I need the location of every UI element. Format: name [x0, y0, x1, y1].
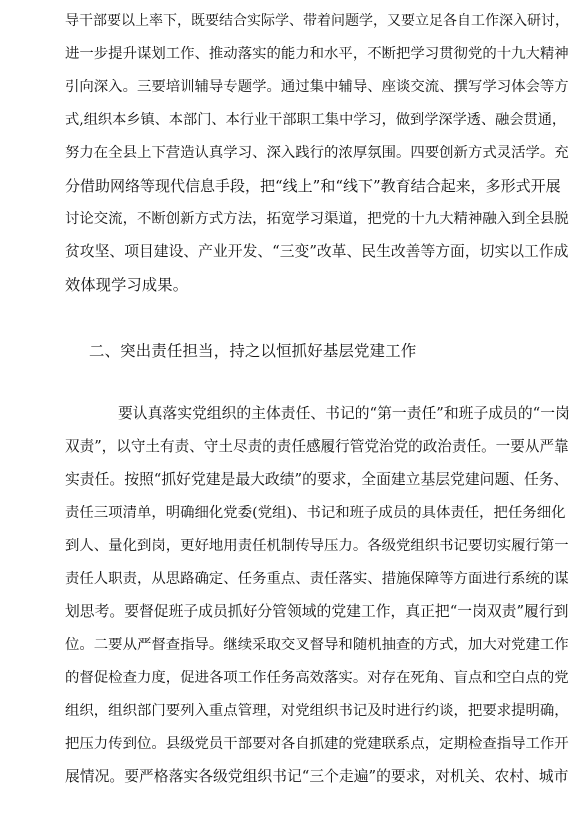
paragraph-line: 导干部要以上率下，既要结合实际学、带着问题学，又要立足各自工作深入研讨，	[65, 13, 569, 29]
paragraph-line: 到人、量化到岗，更好地用责任机制传导压力。各级党组织书记要切实履行第一	[65, 538, 569, 554]
paragraph-line: 效体现学习成果。	[65, 276, 189, 294]
paragraph-line: 式,组织本乡镇、本部门、本行业干部职工集中学习，做到学深学透、融会贯通，	[65, 112, 567, 128]
paragraph-line: 划思考。要督促班子成员抓好分管领域的党建工作，真正把“一岗双责”履行到	[65, 603, 569, 620]
paragraph-line: 责任人职责，从思路确定、任务重点、责任落实、措施保障等方面进行系统的谋	[65, 571, 569, 587]
paragraph-line: 把压力传到位。县级党员干部要对各自抓建的党建联系点，定期检查指导工作开	[65, 736, 569, 752]
paragraph-line: 责任三项清单，明确细化党委(党组)、书记和班子成员的具体责任，把任务细化	[65, 505, 566, 521]
paragraph-line: 组织，组织部门要列入重点管理，对党组织书记及时进行约谈，把要求提明确，	[65, 703, 569, 719]
paragraph-line: 努力在全县上下营造认真学习、深入践行的浓厚氛围。四要创新方式灵活学。充	[65, 145, 569, 161]
paragraph-line: 进一步提升谋划工作、推动落实的能力和水平，不断把学习贯彻党的十九大精神	[65, 46, 569, 62]
paragraph-line: 实责任。按照“抓好党建是最大政绩”的要求，全面建立基层党建问题、任务、	[65, 471, 569, 488]
section-heading: 二、突出责任担当，持之以恒抓好基层党建工作	[89, 342, 417, 360]
paragraph-line: 要认真落实党组织的主体责任、书记的“第一责任”和班子成员的“一岗	[118, 405, 570, 422]
paragraph-line: 讨论交流，不断创新方式方法，拓宽学习渠道，把党的十九大精神融入到全县脱	[65, 211, 569, 227]
paragraph-line: 位。二要从严督查指导。继续采取交叉督导和随机抽查的方式，加大对党建工作	[65, 637, 569, 653]
paragraph-line: 双责”，以守土有责、守土尽责的责任感履行管党治党的政治责任。一要从严靠	[65, 438, 569, 455]
paragraph-line: 引向深入。三要培训辅导专题学。通过集中辅导、座谈交流、撰写学习体会等方	[65, 79, 569, 95]
paragraph-line: 的督促检查力度，促进各项工作任务高效落实。对存在死角、盲点和空白点的党	[65, 670, 569, 686]
paragraph-line: 展情况。要严格落实各级党组织书记“三个走遍”的要求，对机关、农村、城市	[65, 768, 569, 785]
paragraph-line: 分借助网络等现代信息手段，把“线上”和“线下”教育结合起来，多形式开展	[65, 177, 561, 195]
paragraph-line: 贫攻坚、项目建设、产业开发、“三变”改革、民生改善等方面，切实以工作成	[65, 243, 569, 260]
